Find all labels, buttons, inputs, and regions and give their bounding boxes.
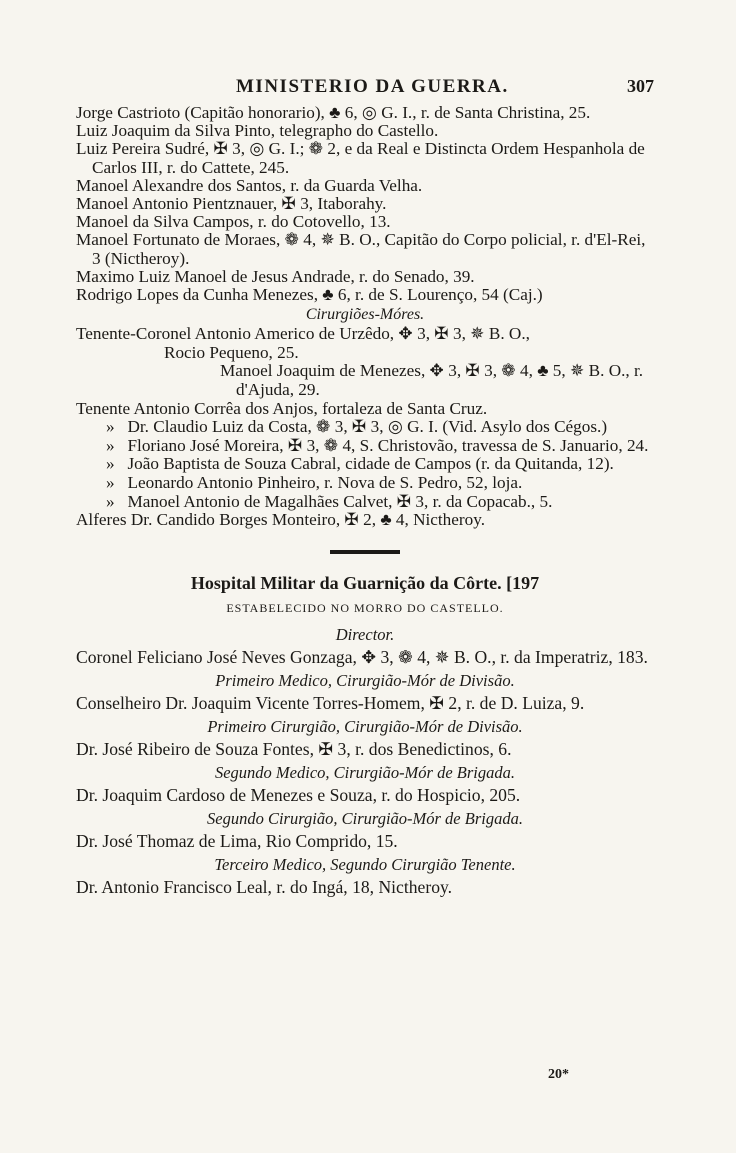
ditto-mark: » (106, 454, 115, 474)
entry: » Manoel Antonio de Magalhães Calvet, ✠ 3, r. da Copacab., 5. (106, 491, 553, 511)
page-header (76, 64, 654, 97)
ditto-mark: » (106, 435, 115, 455)
entry: Conselheiro Dr. Joaquim Vicente Torres-Homem, ✠ 2, r. de D. Luiza, 9. (76, 692, 585, 713)
entry: Manoel Antonio Pientznauer, ✠ 3, Itaborahy. (76, 194, 387, 214)
entry: Coronel Feliciano José Neves Gonzaga, ✥ 3, ❁ 4, ✵ B. O., r. da Imperatriz, 183. (76, 646, 648, 667)
page-number: 307 (627, 76, 654, 96)
section-subtitle: ESTABELECIDO NO MORRO DO CASTELLO. (226, 600, 504, 615)
entry: » Dr. Claudio Luiz da Costa, ❁ 3, ✠ 3, ◎ G. I. (Vid. Asylo dos Cégos.) (106, 417, 608, 437)
entry: Dr. José Ribeiro de Souza Fontes, ✠ 3, r. dos Benedictinos, 6. (76, 738, 512, 759)
entry: Manoel Joaquim de Menezes, ✥ 3, ✠ 3, ❁ 4, ♣ 5, ✵ B. O., r. d'Ajuda, 29. (220, 361, 644, 400)
entry: Jorge Castrioto (Capitão honorario), ♣ 6, ◎ G. I., r. de Santa Christina, 25. (76, 103, 591, 122)
role-heading: Director. (335, 624, 395, 644)
signature-mark: 20* (548, 1067, 569, 1082)
entry: » Floriano José Moreira, ✠ 3, ❁ 4, S. Christovão, travessa de S. Januario, 24. (106, 435, 649, 455)
entry: Manoel da Silva Campos, r. do Cotovello, 13. (76, 212, 391, 232)
section-divider (330, 550, 400, 554)
section-heading: Cirurgiões-Móres. (305, 306, 425, 324)
role-heading: Primeiro Medico, Cirurgião-Mór de Divisão. (215, 670, 515, 690)
entry: Alferes Dr. Candido Borges Monteiro, ✠ 2, ♣ 4, Nictheroy. (76, 510, 485, 530)
entry: Luiz Pereira Sudré, ✠ 3, ◎ G. I.; ❁ 2, e da Real e Distincta Ordem Hespanhola de Carlos III, r. do Cattete, 245. (76, 139, 645, 177)
entry: Manoel Fortunato de Moraes, ❁ 4, ✵ B. O., Capitão do Corpo policial, r. d'El-Rei, 3 (Nictheroy). (76, 230, 646, 268)
role-heading: Segundo Medico, Cirurgião-Mór de Brigada. (214, 762, 516, 782)
section-title: Hospital Militar da Guarnição da Côrte. [197 (190, 572, 540, 593)
entry: Luiz Joaquim da Silva Pinto, telegrapho do Castello. (76, 121, 439, 141)
entry: » Leonardo Antonio Pinheiro, r. Nova de S. Pedro, 52, loja. (106, 472, 523, 492)
hospital-staff (76, 624, 654, 898)
role-heading: Terceiro Medico, Segundo Cirurgião Tenente. (214, 854, 516, 874)
entry: Tenente Antonio Corrêa dos Anjos, fortaleza de Santa Cruz. (76, 398, 488, 418)
entry: Rodrigo Lopes da Cunha Menezes, ♣ 6, r. de S. Lourenço, 54 (Caj.) (76, 285, 543, 305)
ditto-mark: » (106, 491, 115, 511)
page-body (76, 104, 654, 898)
entry: Tenente-Coronel Antonio Americo de Urzêdo, ✥ 3, ✠ 3, ✵ B. O., (76, 324, 530, 344)
role-heading: Segundo Cirurgião, Cirurgião-Mór de Brigada. (207, 808, 523, 828)
entry: Rocio Pequeno, 25. (164, 342, 299, 362)
entry: Dr. Antonio Francisco Leal, r. do Ingá, 18, Nictheroy. (76, 876, 453, 897)
entry: Dr. José Thomaz de Lima, Rio Comprido, 15. (76, 830, 398, 851)
ditto-mark: » (106, 472, 115, 492)
entry: Manoel Alexandre dos Santos, r. da Guarda Velha. (76, 175, 423, 195)
role-heading: Primeiro Cirurgião, Cirurgião-Mór de Divisão. (207, 716, 523, 736)
entry: Dr. Joaquim Cardoso de Menezes e Souza, r. do Hospicio, 205. (76, 784, 521, 805)
entry: Maximo Luiz Manoel de Jesus Andrade, r. do Senado, 39. (76, 266, 475, 286)
ditto-mark: » (106, 417, 115, 437)
entry: » João Baptista de Souza Cabral, cidade de Campos (r. da Quitanda, 12). (106, 454, 614, 474)
running-title: MINISTERIO DA GUERRA. (236, 76, 509, 97)
